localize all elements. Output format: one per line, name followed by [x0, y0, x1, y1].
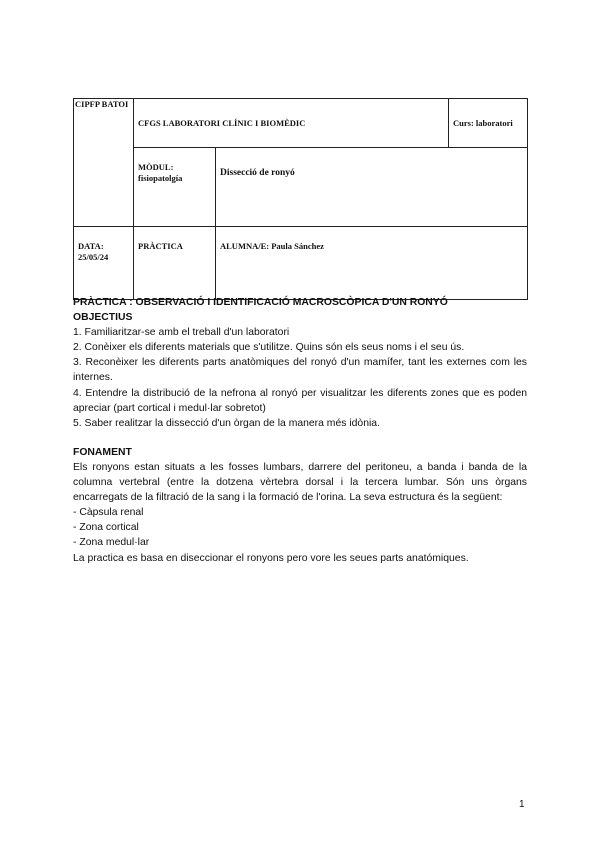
curs-cell: [449, 99, 528, 148]
fonament-paragraph: Els ronyons estan situats a les fosses lumbars, darrere del peritoneu, a banda i banda de la columna vertebral (entre la dotzena vèrtebra dorsal i la tercera lumbar. Són uns òrgans encarregats de la filtració de la sang i la formació de l'orina. La seva estructura és la següent:: [73, 461, 527, 504]
structure-item: - Càpsula renal: [73, 507, 144, 519]
module-title: Dissecció de ronyó: [220, 168, 295, 178]
objective-item: 4. Entendre la distribució de la nefrona al ronyó per visualitzar les diferents zones que es poden apreciar (part cortical i medul·lar sobretot): [73, 387, 527, 414]
structure-item: - Zona cortical: [73, 522, 139, 534]
modul-cell: [134, 148, 216, 227]
objective-item: 2. Conèixer els diferents materials que s'utilitze. Quins són els seus noms i el seu ús.: [73, 342, 465, 354]
structure-item: - Zona medul·lar: [73, 537, 150, 549]
modul-value: fisiopatolgía: [138, 173, 183, 183]
header-table: [73, 98, 528, 300]
closing-paragraph: La practica es basa en diseccionar el ronyons pero vore les seues parts anatómiques.: [73, 552, 469, 564]
page-number: 1: [519, 799, 525, 810]
school-name: CIPFP BATOI: [75, 99, 129, 109]
date-value: 25/05/24: [78, 252, 109, 262]
objectives-heading: OBJECTIUS: [73, 312, 133, 324]
date-cell: [74, 227, 134, 300]
objective-item: 5. Saber realitzar la dissecció d'un òrgan de la manera més idònia.: [73, 417, 380, 429]
student-name: ALUMNA/E: Paula Sánchez: [220, 241, 324, 251]
date-label: DATA:: [78, 241, 104, 251]
modul-label: MÒDUL:: [138, 162, 174, 172]
fonament-heading: FONAMENT: [73, 446, 132, 458]
section-gap: [73, 431, 527, 445]
practice-title: PRÀCTICA : OBSERVACIÓ I IDENTIFICACIÓ MACROSCÒPICA D'UN RONYÓ: [73, 297, 448, 308]
curs-label: Curs: laboratori: [453, 117, 513, 128]
course-cell: [134, 99, 449, 148]
student-cell: [216, 227, 528, 300]
objective-item: 1. Familiaritzar-se amb el treball d'un laboratori: [73, 327, 290, 339]
school-cell: [74, 99, 134, 227]
course-name: CFGS LABORATORI CLÍNIC I BIOMÈDIC: [138, 117, 306, 128]
practica-cell: [134, 227, 216, 300]
document-body: [73, 295, 527, 566]
objective-item: 3. Reconèixer les diferents parts anatòmiques del ronyó d'un mamífer, tant les externes com les internes.: [73, 357, 527, 384]
practica-label: PRÀCTICA: [138, 241, 183, 251]
module-title-cell: [216, 148, 528, 227]
